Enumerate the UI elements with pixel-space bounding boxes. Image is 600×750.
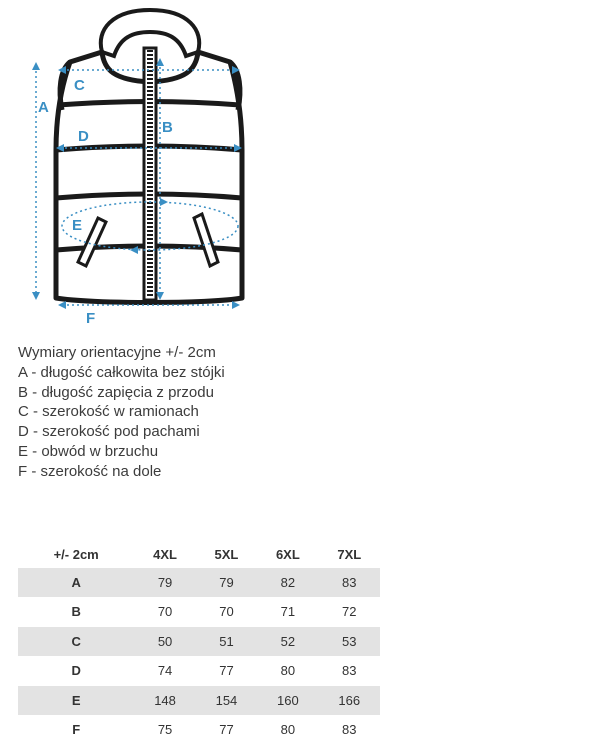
table-cell: 52	[257, 627, 318, 657]
legend-item-c: C - szerokość w ramionach	[18, 403, 199, 421]
label-a: A	[38, 99, 49, 116]
label-b: B	[162, 119, 173, 136]
table-cell: 50	[134, 627, 195, 657]
label-f: F	[86, 310, 96, 327]
table-cell: 80	[280, 722, 296, 738]
row-label: C	[18, 627, 134, 657]
table-cell: 154	[196, 686, 257, 716]
table-cell: 82	[257, 568, 318, 597]
row-label: F	[72, 722, 81, 738]
vest-diagram	[0, 0, 260, 330]
table-row	[18, 715, 380, 745]
table-cell: 160	[257, 686, 318, 716]
dimension-a	[32, 62, 49, 300]
table-header-size: 6XL	[275, 546, 300, 562]
table-header-tolerance: +/- 2cm	[53, 546, 99, 562]
table-cell: 72	[342, 604, 357, 620]
table-cell: 71	[280, 604, 296, 620]
legend-item-d: D - szerokość pod pachami	[18, 423, 200, 441]
table-cell: 148	[134, 686, 195, 716]
label-c: C	[74, 77, 85, 94]
table-cell: 70	[219, 604, 234, 620]
row-label: D	[71, 663, 81, 679]
table-header-size: 5XL	[214, 546, 239, 562]
table-cell: 80	[280, 663, 296, 679]
table-header-row	[18, 540, 380, 568]
legend-title: Wymiary orientacyjne +/- 2cm	[18, 344, 216, 361]
table-cell: 79	[196, 568, 257, 597]
label-d: D	[78, 128, 89, 145]
table-cell: 79	[134, 568, 195, 597]
row-label: E	[18, 686, 134, 716]
table-cell: 83	[342, 722, 357, 738]
table-cell: 70	[157, 604, 173, 620]
table-cell: 74	[157, 663, 173, 679]
label-e: E	[72, 217, 83, 234]
row-label: B	[71, 604, 81, 620]
table-row	[18, 627, 380, 657]
legend-item-e: E - obwód w brzuchu	[18, 442, 159, 460]
table-row	[18, 568, 380, 597]
legend-item-f: F - szerokość na dole	[18, 462, 162, 480]
table-cell: 77	[219, 663, 234, 679]
table-row	[18, 597, 380, 627]
table-cell: 51	[196, 627, 257, 657]
table-cell: 75	[157, 722, 173, 738]
table-header-size: 7XL	[337, 546, 362, 562]
table-cell: 166	[319, 686, 380, 716]
row-label: A	[18, 568, 134, 597]
table-cell: 53	[319, 627, 380, 657]
table-row	[18, 686, 380, 716]
legend-item-b: B - długość zapięcia z przodu	[18, 383, 214, 401]
table-row	[18, 656, 380, 686]
table-cell: 83	[342, 663, 357, 679]
table-cell: 77	[219, 722, 234, 738]
table-cell: 83	[319, 568, 380, 597]
legend-item-a: A - długość całkowita bez stójki	[18, 363, 225, 381]
dimension-f	[58, 301, 240, 327]
measurement-legend	[18, 343, 225, 482]
table-header-size: 4XL	[153, 546, 177, 562]
size-table	[18, 540, 380, 745]
